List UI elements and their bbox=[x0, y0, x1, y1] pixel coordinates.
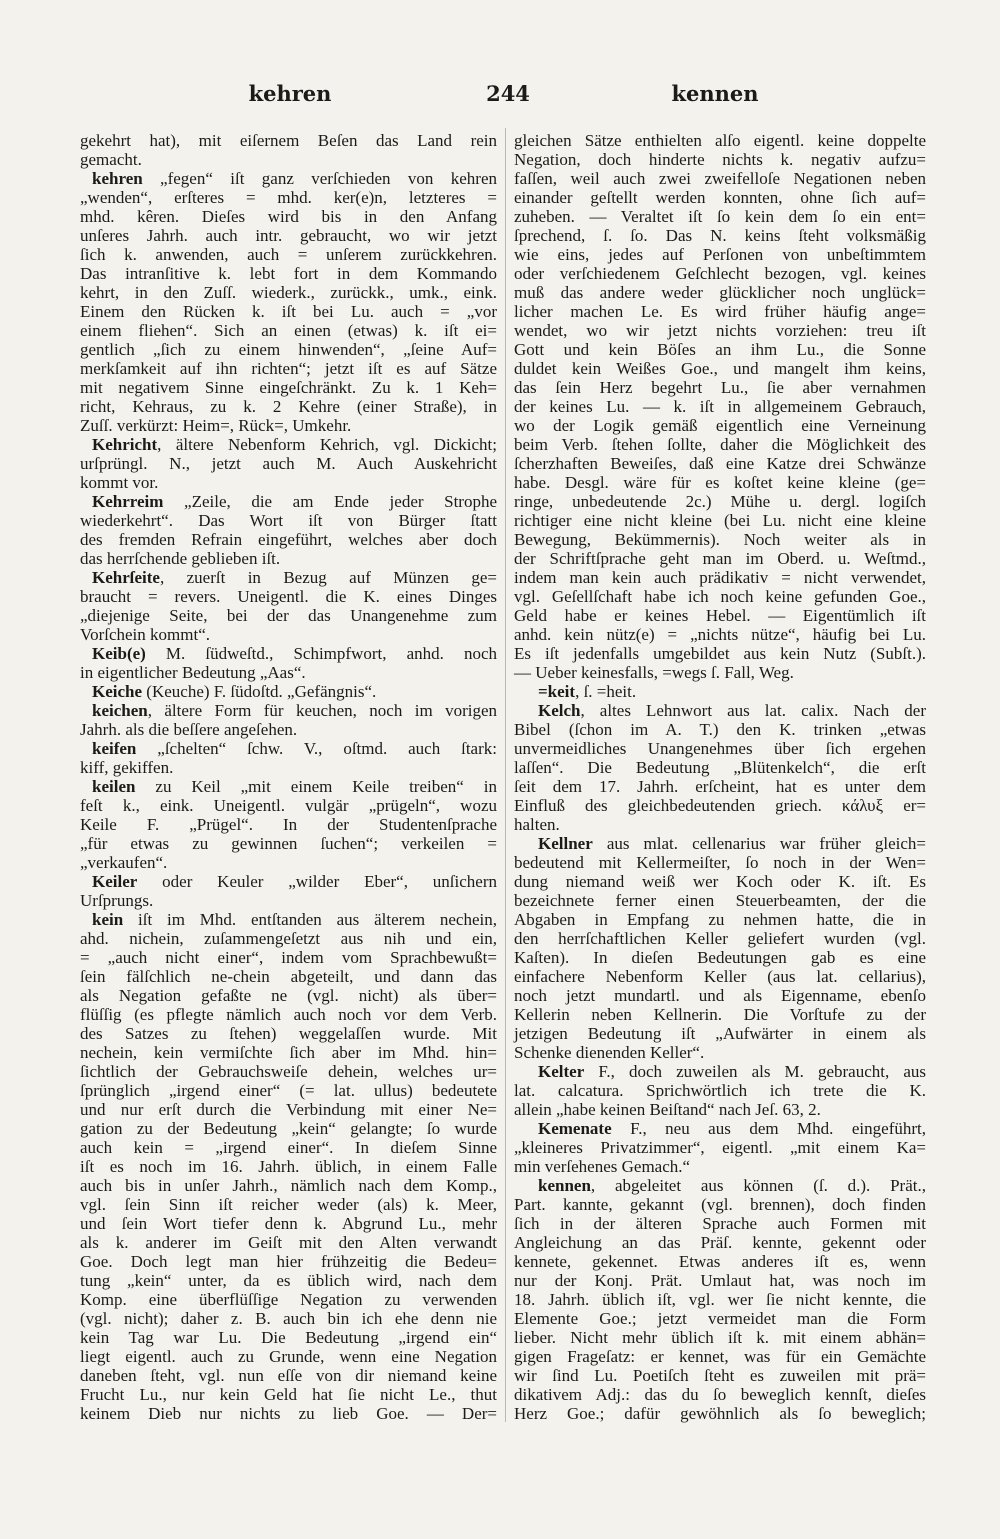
line-text: vgl. Geſellſchaft habe ich noch keine gefunden Goe., bbox=[514, 587, 926, 606]
line-text: (Keuche) F. ſüdoſtd. „Gefängnis“. bbox=[142, 682, 377, 701]
line-text: = „auch nicht einer“, indem vom Sprachbewußt= bbox=[80, 948, 497, 967]
text-line bbox=[80, 1385, 497, 1404]
text-line bbox=[80, 1081, 497, 1100]
text-line bbox=[514, 1138, 926, 1157]
text-line bbox=[514, 511, 926, 530]
text-line bbox=[80, 188, 497, 207]
line-text: und ſein Wort tiefer denn k. Abgrund Lu., mehr bbox=[80, 1214, 497, 1233]
line-text: einem fliehen“. Sich an einen (etwas) k. iſt ei= bbox=[80, 321, 497, 340]
line-text: Angleichung an das Präſ. kennte, gekennt oder bbox=[514, 1233, 926, 1252]
line-text: Zuſſ. verkürzt: Heim=, Rück=, Umkehr. bbox=[80, 416, 352, 435]
text-line bbox=[80, 967, 497, 986]
text-line bbox=[80, 1328, 497, 1347]
line-text: 18. Jahrh. üblich iſt, vgl. wer ſie nicht kennte, die bbox=[514, 1290, 926, 1309]
line-text: ſprünglich „irgend einer“ (= lat. ullus) bedeutete bbox=[80, 1081, 497, 1100]
line-text: bezeichnete ferner einen Steuerbeamten, der die bbox=[514, 891, 926, 910]
text-line bbox=[80, 929, 497, 948]
text-line bbox=[514, 302, 926, 321]
text-line bbox=[80, 492, 497, 511]
text-line bbox=[514, 606, 926, 625]
text-line bbox=[514, 910, 926, 929]
text-line bbox=[80, 264, 497, 283]
text-line bbox=[514, 777, 926, 796]
text-line bbox=[514, 416, 926, 435]
line-text: wie eins, jedes auf Perſonen von unbeſtimmtem bbox=[514, 245, 926, 264]
text-line bbox=[80, 1195, 497, 1214]
text-line bbox=[514, 644, 926, 663]
text-line bbox=[80, 1157, 497, 1176]
text-line bbox=[514, 1119, 926, 1138]
entry-headword: Kehricht bbox=[92, 435, 158, 454]
line-text: iſt im Mhd. entſtanden aus älterem nechein, bbox=[123, 910, 497, 929]
line-text: jetzigen Bedeutung iſt „Aufwärter in einem als bbox=[514, 1024, 926, 1043]
line-text: feſt k., eink. Uneigentl. vulgär „prügeln“, wozu bbox=[80, 796, 497, 815]
line-text: den herrſchaftlichen Keller geliefert wurden (vgl. bbox=[514, 929, 926, 948]
line-text: ahd. nichein, zuſammengeſetzt aus nih und ein, bbox=[80, 929, 497, 948]
text-line bbox=[80, 530, 497, 549]
text-line bbox=[514, 1081, 926, 1100]
line-text: ſcherzhaften Beweiſes, daß eine Katze drei Schwänze bbox=[514, 454, 926, 473]
line-text: Geld habe er keines Hebel. — Eigentümlich iſt bbox=[514, 606, 926, 625]
line-text: das ſein Herz begehrt Lu., ſie aber vernahmen bbox=[514, 378, 926, 397]
line-text: nur der Konj. Prät. Umlaut hat, was noch im bbox=[514, 1271, 926, 1290]
line-text: merkſamkeit auf ihn richten“; jetzt iſt es auf Sätze bbox=[80, 359, 497, 378]
text-line bbox=[80, 340, 497, 359]
text-line bbox=[80, 644, 497, 663]
line-text: , altes Lehnwort aus lat. calix. Nach der bbox=[580, 701, 926, 720]
text-line bbox=[80, 1404, 497, 1423]
text-line bbox=[514, 1309, 926, 1328]
text-line bbox=[514, 321, 926, 340]
text-line bbox=[514, 1290, 926, 1309]
line-text: allein „habe keinen Beiſtand“ nach Jeſ. 63, 2. bbox=[514, 1100, 821, 1119]
text-line bbox=[80, 1100, 497, 1119]
line-text: auch bis in unſer Jahrh., nämlich nach dem Komp., bbox=[80, 1176, 497, 1195]
text-line bbox=[514, 1195, 926, 1214]
text-line bbox=[514, 378, 926, 397]
line-text: gemacht. bbox=[80, 150, 142, 169]
line-text: richt, Kehraus, zu k. 2 Kehre (einer Straße), in bbox=[80, 397, 497, 416]
line-text: Keile F. „Prügel“. In der Studentenſprache bbox=[80, 815, 497, 834]
line-text: „für etwas zu gewinnen ſuchen“; verkeilen = bbox=[80, 834, 497, 853]
line-text: richtiger eine nicht kleine (bei Lu. nicht eine kleine bbox=[514, 511, 926, 530]
text-line bbox=[80, 758, 497, 777]
line-text: Herz Goe.; dafür gewöhnlich als ſo beweglich; bbox=[514, 1404, 926, 1423]
entry-headword: Kehrſeite bbox=[92, 568, 160, 587]
text-line bbox=[514, 264, 926, 283]
text-line bbox=[80, 1366, 497, 1385]
line-text: noch jetzt mundartl. und als Eigenname, ebenſo bbox=[514, 986, 926, 1005]
line-text: gentlich „ſich zu einem hinwenden“, „ſeine Auf= bbox=[80, 340, 497, 359]
entry-headword: keilen bbox=[92, 777, 136, 796]
text-line bbox=[80, 1176, 497, 1195]
line-text: gigen Frageſatz: er kennet, was für ein Gemächte bbox=[514, 1347, 926, 1366]
line-text: braucht = revers. Uneigentl. die K. eines Dinges bbox=[80, 587, 497, 606]
line-text: daneben ſteht, vgl. nun eſſe von dir niemand keine bbox=[80, 1366, 497, 1385]
text-line bbox=[80, 302, 497, 321]
text-line bbox=[514, 625, 926, 644]
text-line bbox=[80, 1062, 497, 1081]
line-text: Frucht Lu., nur kein Geld hat ſie nicht Le., thut bbox=[80, 1385, 497, 1404]
text-line bbox=[80, 815, 497, 834]
text-line bbox=[514, 340, 926, 359]
line-text: , abgeleitet aus können (ſ. d.). Prät., bbox=[590, 1176, 926, 1195]
text-line bbox=[80, 397, 497, 416]
text-line bbox=[514, 1024, 926, 1043]
line-text: „verkaufen“. bbox=[80, 853, 168, 872]
line-text: unſeres Jahrh. auch intr. gebraucht, wo wir jetzt bbox=[80, 226, 497, 245]
line-text: ſichtlich der Gebrauchsweiſe dehein, welches ur= bbox=[80, 1062, 497, 1081]
text-line bbox=[80, 1309, 497, 1328]
line-text: Jahrh. als die beſſere angeſehen. bbox=[80, 720, 298, 739]
text-line bbox=[514, 150, 926, 169]
line-text: „diejenige Seite, bei der das Unangenehme zum bbox=[80, 606, 497, 625]
line-text: F., doch zuweilen als M. gebraucht, aus bbox=[584, 1062, 926, 1081]
line-text: , zuerſt in Bezug auf Münzen ge= bbox=[159, 568, 497, 587]
line-text: vgl. ſein Sinn iſt reicher weder (als) k. Meer, bbox=[80, 1195, 497, 1214]
line-text: Einfluß des gleichbedeutenden griech. κάλυξ er= bbox=[514, 796, 926, 815]
line-text: zu Keil „mit einem Keile treiben“ in bbox=[135, 777, 497, 796]
line-text: „Zeile, die am Ende jeder Strophe bbox=[163, 492, 497, 511]
text-line bbox=[80, 378, 497, 397]
line-text: ſeit dem 17. Jahrh. erſcheint, hat es unter dem bbox=[514, 777, 926, 796]
line-text: tung „kein“ unter, da es üblich wird, nach dem bbox=[80, 1271, 497, 1290]
line-text: beim Verb. ſtehen ſollte, daher die Möglichkeit des bbox=[514, 435, 926, 454]
text-line bbox=[514, 207, 926, 226]
line-text: dikativem Adj.: das du ſo beweglich kennſt, dieſes bbox=[514, 1385, 926, 1404]
line-text: gation zu der Bedeutung „kein“ gelangte; ſo wurde bbox=[80, 1119, 497, 1138]
line-text: dung niemand weiß wer Koch oder K. iſt. Es bbox=[514, 872, 926, 891]
line-text: Es iſt jedenfalls umgebildet aus kein Nutz (Subſt.). bbox=[514, 644, 926, 663]
text-line bbox=[80, 1138, 497, 1157]
text-line bbox=[80, 777, 497, 796]
line-text: mit negativem Sinne eingeſchränkt. Zu k. 1 Keh= bbox=[80, 378, 497, 397]
text-line bbox=[80, 131, 497, 150]
text-line bbox=[514, 739, 926, 758]
line-text: , ältere Nebenform Kehrich, vgl. Dickicht; bbox=[157, 435, 497, 454]
line-text: Gott und kein Böſes an ihm Lu., die Sonne bbox=[514, 340, 926, 359]
line-text: Part. kannte, gekannt (vgl. brennen), doch finden bbox=[514, 1195, 926, 1214]
line-text: indem man kein auch prädikativ = nicht verwendet, bbox=[514, 568, 926, 587]
text-line bbox=[514, 1366, 926, 1385]
text-line bbox=[514, 1043, 926, 1062]
text-line bbox=[514, 1005, 926, 1024]
text-line bbox=[514, 1062, 926, 1081]
line-text: Kellerin neben Kellnerin. Die Vorſtufe zu der bbox=[514, 1005, 926, 1024]
entry-headword: Kehrreim bbox=[92, 492, 164, 511]
text-line bbox=[80, 682, 497, 701]
text-line bbox=[514, 682, 926, 701]
text-line bbox=[514, 435, 926, 454]
text-line bbox=[80, 549, 497, 568]
text-line bbox=[80, 207, 497, 226]
text-line bbox=[80, 587, 497, 606]
text-line bbox=[80, 473, 497, 492]
line-text: ſein fälſchlich ne-chein abgeteilt, und dann das bbox=[80, 967, 497, 986]
line-text: ſich in der älteren Sprache auch Formen mit bbox=[514, 1214, 926, 1233]
text-line bbox=[514, 530, 926, 549]
line-text: ſich k. anwenden, auch = unſerem zurückkehren. bbox=[80, 245, 497, 264]
page-number: 244 bbox=[486, 81, 530, 106]
line-text: Kaſten). In dieſen Bedeutungen gab es eine bbox=[514, 948, 926, 967]
text-line bbox=[514, 454, 926, 473]
line-text: urſprüngl. N., jetzt auch M. Auch Auskehricht bbox=[80, 454, 497, 473]
text-line bbox=[514, 1271, 926, 1290]
line-text: min verſehenes Gemach.“ bbox=[514, 1157, 691, 1176]
entry-headword: kein bbox=[92, 910, 124, 929]
line-text: auch kein = „irgend einer“. In dieſem Sinne bbox=[80, 1138, 497, 1157]
line-text: keinem Dieb nur nichts zu lieb Goe. — Der= bbox=[80, 1404, 497, 1423]
text-line bbox=[80, 283, 497, 302]
line-text: , ſ. =heit. bbox=[575, 682, 637, 701]
line-text: wir ſind Lu. Poetiſch ſteht es zuweilen mit prä= bbox=[514, 1366, 926, 1385]
text-line bbox=[514, 948, 926, 967]
text-line bbox=[80, 1024, 497, 1043]
text-line bbox=[514, 967, 926, 986]
line-text: kehrt, in den Zuſſ. wiederk., zurückk., umk., eink. bbox=[80, 283, 497, 302]
text-line bbox=[514, 587, 926, 606]
text-line bbox=[514, 1328, 926, 1347]
line-text: des Satzes zu ſtehen) weggelaſſen wurde. Mit bbox=[80, 1024, 497, 1043]
entry-headword: Keiche bbox=[92, 682, 143, 701]
line-text: als Negation gefaßte ne (vgl. nicht) als über= bbox=[80, 986, 497, 1005]
text-line bbox=[80, 568, 497, 587]
text-line bbox=[80, 511, 497, 530]
text-line bbox=[514, 815, 926, 834]
line-text: Vorſchein kommt“. bbox=[80, 625, 210, 644]
text-line bbox=[80, 663, 497, 682]
text-line bbox=[80, 796, 497, 815]
text-line bbox=[514, 1214, 926, 1233]
text-line bbox=[80, 150, 497, 169]
text-line bbox=[514, 986, 926, 1005]
text-line bbox=[80, 226, 497, 245]
line-text: einander geſtellt werden konnten, ohne ſich auf= bbox=[514, 188, 926, 207]
text-line bbox=[80, 853, 497, 872]
text-line bbox=[514, 758, 926, 777]
text-line bbox=[80, 948, 497, 967]
line-text: Einem den Rücken k. iſt bei Lu. auch = „vor bbox=[80, 302, 497, 321]
text-line bbox=[80, 872, 497, 891]
text-line bbox=[80, 1043, 497, 1062]
column-rule bbox=[505, 128, 506, 1422]
line-text: das herrſchende geblieben iſt. bbox=[80, 549, 281, 568]
line-text: gleichen Sätze enthielten alſo eigentl. keine doppelte bbox=[514, 131, 926, 150]
text-line bbox=[514, 891, 926, 910]
line-text: „wenden“, erſteres = mhd. ker(e)n, letzteres = bbox=[80, 188, 497, 207]
entry-headword: Keib(e) bbox=[92, 644, 146, 663]
entry-headword: kennen bbox=[538, 1176, 591, 1195]
line-text: der Schriftſprache geht man im Oberd. u. Weſtmd., bbox=[514, 549, 926, 568]
line-text: Bewegung, Bekümmernis). Noch weiter als in bbox=[514, 530, 926, 549]
line-text: anhd. kein nütz(e) = „nichts nütze“, häufig bei Lu. bbox=[514, 625, 926, 644]
line-text: duldet kein Weißes Goe., und mangelt ihm keins, bbox=[514, 359, 926, 378]
running-head-left: kehren bbox=[248, 81, 332, 106]
text-line bbox=[514, 1404, 926, 1423]
text-line bbox=[514, 1252, 926, 1271]
entry-headword: keichen bbox=[92, 701, 148, 720]
text-line bbox=[514, 1347, 926, 1366]
text-line bbox=[80, 321, 497, 340]
line-text: liegt eigentl. auch zu Grunde, wenn eine Negation bbox=[80, 1347, 497, 1366]
text-line bbox=[80, 834, 497, 853]
text-line bbox=[514, 188, 926, 207]
entry-headword: kehren bbox=[92, 169, 143, 188]
text-line bbox=[514, 701, 926, 720]
line-text: „ſchelten“ ſchw. V., oſtmd. auch ſtark: bbox=[136, 739, 497, 758]
line-text: — Ueber keinesfalls, =wegs ſ. Fall, Weg. bbox=[514, 663, 794, 682]
line-text: Das intranſitive k. lebt fort in dem Kommando bbox=[80, 264, 497, 283]
line-text: wiederkehrt“. Das Wort iſt von Bürger ſtatt bbox=[80, 511, 497, 530]
line-text: Goe. Doch legt man hier frühzeitig die Bedeu= bbox=[80, 1252, 497, 1271]
line-text: Komp. eine überflüſſige Negation zu verwenden bbox=[80, 1290, 497, 1309]
running-head-right: kennen bbox=[671, 81, 759, 106]
line-text: lieber. Nicht mehr üblich iſt k. mit einem abhän= bbox=[514, 1328, 926, 1347]
text-line bbox=[80, 739, 497, 758]
text-line bbox=[80, 720, 497, 739]
text-line bbox=[80, 606, 497, 625]
line-text: kennete, gekennet. Etwas anderes iſt es, wenn bbox=[514, 1252, 926, 1271]
line-text: halten. bbox=[514, 815, 560, 834]
line-text: „kleineres Privatzimmer“, eigentl. „mit einem Ka= bbox=[514, 1138, 926, 1157]
text-line bbox=[80, 625, 497, 644]
entry-headword: Kellner bbox=[538, 834, 593, 853]
entry-headword: keifen bbox=[92, 739, 137, 758]
line-text: „fegen“ iſt ganz verſchieden von kehren bbox=[142, 169, 497, 188]
left-column bbox=[80, 131, 497, 1423]
entry-headword: Keiler bbox=[92, 872, 138, 891]
line-text: unvermeidliches Unangenehmes über ſich ergehen bbox=[514, 739, 926, 758]
text-line bbox=[514, 549, 926, 568]
line-text: flüſſig (es pflegte nämlich auch noch vor dem Verb. bbox=[80, 1005, 497, 1024]
text-line bbox=[80, 1233, 497, 1252]
line-text: Urſprungs. bbox=[80, 891, 154, 910]
text-line bbox=[80, 986, 497, 1005]
text-line bbox=[514, 1176, 926, 1195]
line-text: (vgl. nicht); daher z. B. auch bin ich ehe denn nie bbox=[80, 1309, 497, 1328]
text-line bbox=[514, 397, 926, 416]
line-text: aus mlat. cellenarius war früher gleich= bbox=[592, 834, 926, 853]
line-text: F., neu aus dem Mhd. eingeführt, bbox=[611, 1119, 926, 1138]
text-line bbox=[80, 1347, 497, 1366]
line-text: des fremden Refrain eingeführt, welches aber doch bbox=[80, 530, 497, 549]
text-line bbox=[514, 872, 926, 891]
text-line bbox=[80, 1005, 497, 1024]
entry-headword: =keit bbox=[538, 682, 576, 701]
line-text: laſſen“. Die Bedeutung „Blütenkelch“, die erſt bbox=[514, 758, 926, 777]
line-text: nechein, kein vermiſchte ſich aber im Mhd. hin= bbox=[80, 1043, 497, 1062]
line-text: ringe, unbedeutende 2c.) Mühe u. dergl. logiſch bbox=[514, 492, 926, 511]
text-line bbox=[80, 1214, 497, 1233]
line-text: faſſen, weil auch zwei zweifelloſe Negationen neben bbox=[514, 169, 926, 188]
line-text: kiff, gekiffen. bbox=[80, 758, 174, 777]
text-line bbox=[514, 796, 926, 815]
line-text: bedeutend mit Kellermeiſter, ſo noch in der Wen= bbox=[514, 853, 926, 872]
line-text: wendet, wo wir jetzt nichts vorziehen: treu iſt bbox=[514, 321, 926, 340]
text-line bbox=[514, 853, 926, 872]
line-text: wo der Logik gemäß eigentlich eine Verneinung bbox=[514, 416, 926, 435]
text-line bbox=[80, 169, 497, 188]
text-line bbox=[514, 720, 926, 739]
text-line bbox=[80, 1252, 497, 1271]
entry-headword: Kemenate bbox=[538, 1119, 612, 1138]
line-text: und nur erſt durch die Verbindung mit einer Ne= bbox=[80, 1100, 497, 1119]
text-line bbox=[514, 663, 926, 682]
text-line bbox=[80, 359, 497, 378]
text-line bbox=[514, 169, 926, 188]
text-line bbox=[514, 131, 926, 150]
line-text: mhd. kêren. Dieſes wird bis in den Anfang bbox=[80, 207, 497, 226]
line-text: als k. anderer im Geiſt mit den Alten verwandt bbox=[80, 1233, 497, 1252]
line-text: Schenke dienenden Keller“. bbox=[514, 1043, 705, 1062]
text-line bbox=[514, 283, 926, 302]
text-line bbox=[514, 834, 926, 853]
right-column bbox=[514, 131, 926, 1423]
text-line bbox=[514, 473, 926, 492]
line-text: M. ſüdweſtd., Schimpfwort, anhd. noch bbox=[145, 644, 497, 663]
text-line bbox=[80, 416, 497, 435]
text-line bbox=[514, 1385, 926, 1404]
text-line bbox=[514, 226, 926, 245]
line-text: Abgaben in Empfang zu nehmen hatte, die in bbox=[514, 910, 926, 929]
line-text: der keines Lu. — k. iſt in allgemeinem Gebrauch, bbox=[514, 397, 926, 416]
line-text: Bibel (ſchon im A. T.) den K. trinken „etwas bbox=[514, 720, 926, 739]
text-line bbox=[514, 245, 926, 264]
line-text: Elemente Goe.; jetzt vermeidet man die Form bbox=[514, 1309, 926, 1328]
text-line bbox=[514, 492, 926, 511]
text-line bbox=[80, 701, 497, 720]
line-text: zuheben. — Veraltet iſt ſo kein dem ſo ein ent= bbox=[514, 207, 926, 226]
line-text: kommt vor. bbox=[80, 473, 159, 492]
line-text: muß das andere weder glücklicher noch unglück= bbox=[514, 283, 926, 302]
text-line bbox=[514, 568, 926, 587]
text-line bbox=[514, 1100, 926, 1119]
line-text: in eigentlicher Bedeutung „Aas“. bbox=[80, 663, 306, 682]
line-text: Negation, doch hinderte nichts k. negativ aufzu= bbox=[514, 150, 926, 169]
line-text: gekehrt hat), mit eiſernem Beſen das Land rein bbox=[80, 131, 497, 150]
line-text: lat. calcatura. Sprichwörtlich ich trete die K. bbox=[514, 1081, 926, 1100]
line-text: iſt es noch im 16. Jahrh. üblich, in einem Falle bbox=[80, 1157, 497, 1176]
text-line bbox=[514, 1233, 926, 1252]
entry-headword: Kelter bbox=[538, 1062, 585, 1081]
line-text: kein Tag war Lu. Die Bedeutung „irgend ein“ bbox=[80, 1328, 497, 1347]
line-text: oder verſchiedenem Geſchlecht bezogen, vgl. keines bbox=[514, 264, 926, 283]
text-line bbox=[80, 1290, 497, 1309]
text-line bbox=[80, 1271, 497, 1290]
text-line bbox=[80, 891, 497, 910]
line-text: habe. Desgl. wäre für es koſtet keine kleine (ge= bbox=[514, 473, 926, 492]
text-line bbox=[514, 929, 926, 948]
line-text: oder Keuler „wilder Eber“, unſichern bbox=[137, 872, 497, 891]
text-line bbox=[514, 359, 926, 378]
line-text: einfachere Nebenform Keller (aus lat. cellarius), bbox=[514, 967, 926, 986]
text-line bbox=[514, 1157, 926, 1176]
line-text: , ältere Form für keuchen, noch im vorigen bbox=[147, 701, 497, 720]
entry-headword: Kelch bbox=[538, 701, 581, 720]
text-line bbox=[80, 245, 497, 264]
line-text: ſprechend, ſ. ſo. Das N. keins ſteht volksmäßig bbox=[514, 226, 926, 245]
text-line bbox=[80, 910, 497, 929]
text-line bbox=[80, 435, 497, 454]
line-text: licher machen Le. Es wird früher häufig ange= bbox=[514, 302, 926, 321]
text-line bbox=[80, 454, 497, 473]
text-line bbox=[80, 1119, 497, 1138]
